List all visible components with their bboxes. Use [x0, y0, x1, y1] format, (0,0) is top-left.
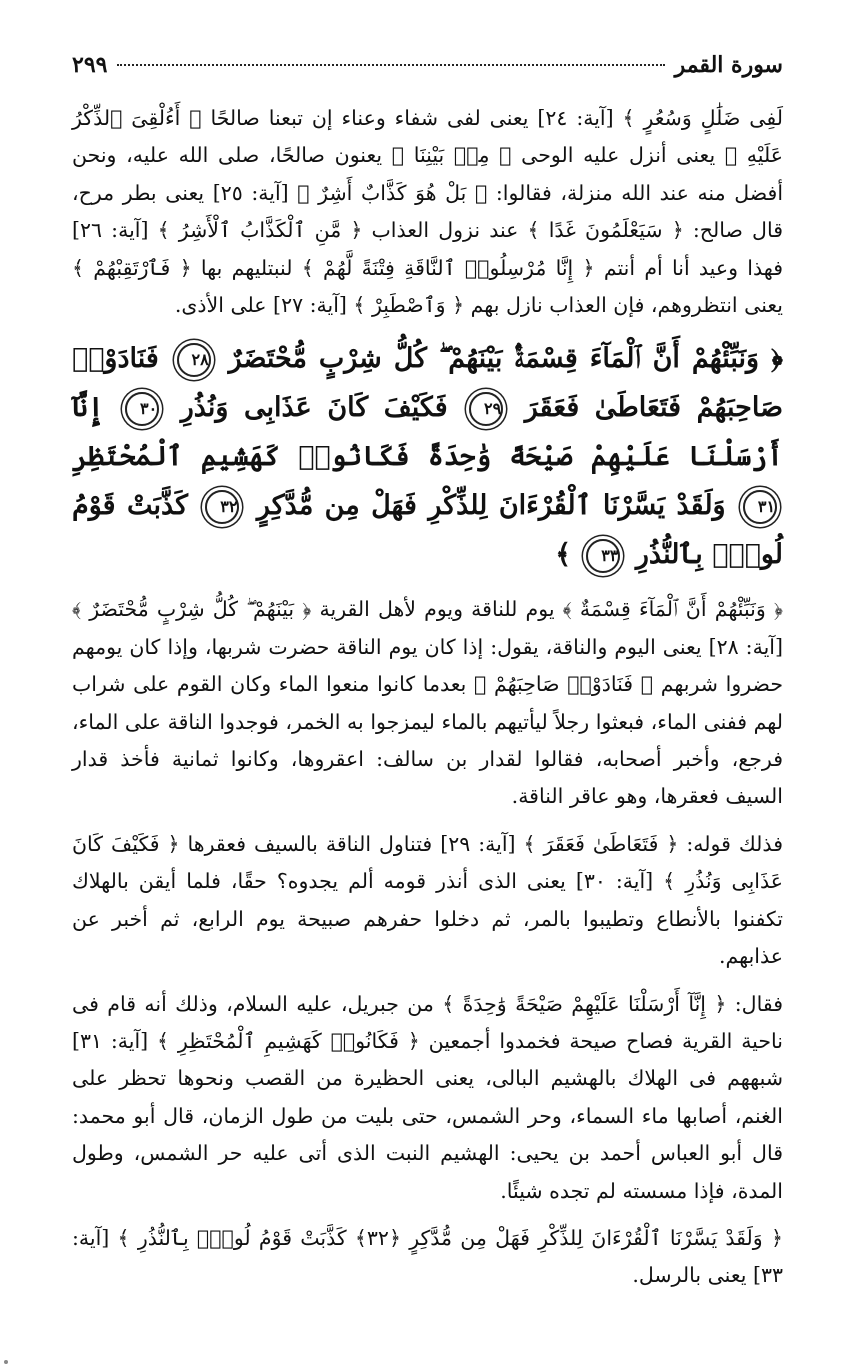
running-header [72, 52, 783, 92]
surah-title: سورة القمر [674, 52, 783, 78]
verse-text: فَكَيْفَ كَانَ عَذَابِى وَنُذُرِ [180, 392, 448, 424]
page-number: ٢٩٩ [72, 52, 108, 78]
scan-speck [4, 1360, 8, 1364]
ayah-number-marker: ٣٣ [586, 539, 620, 573]
commentary-paragraph: ﴿ وَلَقَدْ يَسَّرْنَا ٱلْقُرْءَانَ لِلذِّكْرِ فَهَلْ مِن مُّدَّكِرٍ ﴿٣٢﴾ كَذَّبَتْ قَوْمُ لُوطٍۭ بِٱلنُّذُرِ ﴾ [آية: ٣٣] يعنى بالرسل. [72, 1225, 783, 1288]
verse-text: فَنَادَوْا۟ صَاحِبَهُمْ فَتَعَاطَىٰ فَعَقَرَ [72, 343, 783, 424]
commentary-paragraph: فذلك قوله: ﴿ فَتَعَاطَىٰ فَعَقَرَ ﴾ [آية: ٢٩] فتناول الناقة بالسيف فعقرها ﴿ فَكَيْفَ كَانَ عَذَابِى وَنُذُرِ ﴾ [آية: ٣٠] يعنى الذى أنذر قومه ألم يجدوه؟ حقًا، فلما أيقن بالهلاك تكفنوا بالأنطاع وتطيبوا بالمر، ثم دخلوا حفرهم صبيحة يوم الرابع، ثم أخبر عن عذابهم. [72, 831, 783, 969]
verse-text: ﴿ وَنَبِّئْهُمْ أَنَّ ٱلْمَآءَ قِسْمَةٌۢ بَيْنَهُمْ ۖ كُلُّ شِرْبٍ مُّحْتَضَرٌ [228, 343, 783, 375]
commentary-paragraph: فقال: ﴿ إِنَّآ أَرْسَلْنَا عَلَيْهِمْ صَيْحَةً وَٰحِدَةً ﴾ من جبريل، عليه السلام، وذلك أنه قام فى ناحية القرية فصاح صيحة فخمدوا أجمعين ﴿ فَكَانُوا۟ كَهَشِيمِ ٱلْمُحْتَظِرِ ﴾ [آية: ٣١] شبههم فى الهلاك بالهشيم البالى، يعنى الحظيرة من القصب ونحوها تحظر على الغنم، أصابها ماء السماء، وحر الشمس، حتى بليت من طول الزمان، قال أبو محمد: قال أبو العباس أحمد بن يحيى: الهشيم النبت الذى أتى عليه حر الشمس، وطول المدة، فإذا مسسته لم تجده شيئًا. [72, 991, 783, 1203]
commentary-paragraph: لَفِى ضَلَٰلٍ وَسُعُرٍ ﴾ [آية: ٢٤] يعنى لفى شفاء وعناء إن تبعنا صالحًا ﴿ أَءُلْقِىَ ٱلذِّكْرُ عَلَيْهِ ﴾ يعنى أنزل عليه الوحى ﴿ مِنۢ بَيْنِنَا ﴾ يعنون صالحًا، صلى الله عليه، ونحن أفضل منه عند الله منزلة، فقالوا: ﴿ بَلْ هُوَ كَذَّابٌ أَشِرٌ ﴾ [آية: ٢٥] يعنى بطر مرح، قال صالح: ﴿ سَيَعْلَمُونَ غَدًا ﴾ عند نزول العذاب ﴿ مَّنِ ٱلْكَذَّابُ ٱلْأَشِرُ ﴾ [آية: ٢٦] فهذا وعيد أنا أم أنتم ﴿ إِنَّا مُرْسِلُوا۟ ٱلنَّاقَةِ فِتْنَةً لَّهُمْ ﴾ لنبتليهم بها ﴿ فَٱرْتَقِبْهُمْ ﴾ يعنى انتظروهم، فإن العذاب نازل بهم ﴿ وَٱصْطَبِرْ ﴾ [آية: ٢٧] على الأذى. [72, 106, 784, 318]
ayah-number-marker: ٣١ [743, 490, 777, 524]
verse-text: إِنَّآ أَرْسَلْنَا عَلَيْهِمْ صَيْحَةً وَٰحِدَةً فَكَانُوا۟ كَهَشِيمِ ٱلْمُحْتَظِرِ [72, 392, 783, 473]
ayah-number-marker: ٢٩ [469, 392, 503, 426]
verse-text: وَلَقَدْ يَسَّرْنَا ٱلْقُرْءَانَ لِلذِّكْرِ فَهَلْ مِن مُّدَّكِرٍ [256, 490, 726, 522]
dotted-leader [117, 64, 664, 66]
verse-text: كَذَّبَتْ قَوْمُ لُوطٍۭ بِٱلنُّذُرِ [72, 490, 783, 571]
ayah-number-marker: ٣٢ [205, 490, 239, 524]
quran-verses-block [72, 334, 783, 579]
verse-close-bracket: ﴾ [555, 539, 572, 571]
commentary-paragraph: ﴿ وَنَبِّئْهُمْ أَنَّ ٱلْمَآءَ قِسْمَةٌ ﴾ يوم للناقة ويوم لأهل القرية ﴿ بَيْنَهُمْ ۖ كُلُّ شِرْبٍ مُّحْتَضَرٌ ﴾ [آية: ٢٨] يعنى اليوم والناقة، يقول: إذا كان يوم الناقة حضرت شربها، وإذا كان يومهم حضروا شربهم ﴿ فَنَادَوْا۟ صَاحِبَهُمْ ﴾ بعدما كانوا منعوا الماء وكان القوم على شراب لهم ففنى الماء، فبعثوا رجلاً ليأتيهم بالماء ليمزجوا به الخمر، فوجدوا الناقة على الماء، فرجع، وأخبر أصحابه، فقالوا لقدار بن سالف: اعقروها، وكانوا ثمانية فأخذ قدار السيف فعقرها، وهو عاقر الناقة. [72, 597, 783, 809]
ayah-number-marker: ٢٨ [177, 343, 211, 377]
ayah-number-marker: ٣٠ [125, 392, 159, 426]
